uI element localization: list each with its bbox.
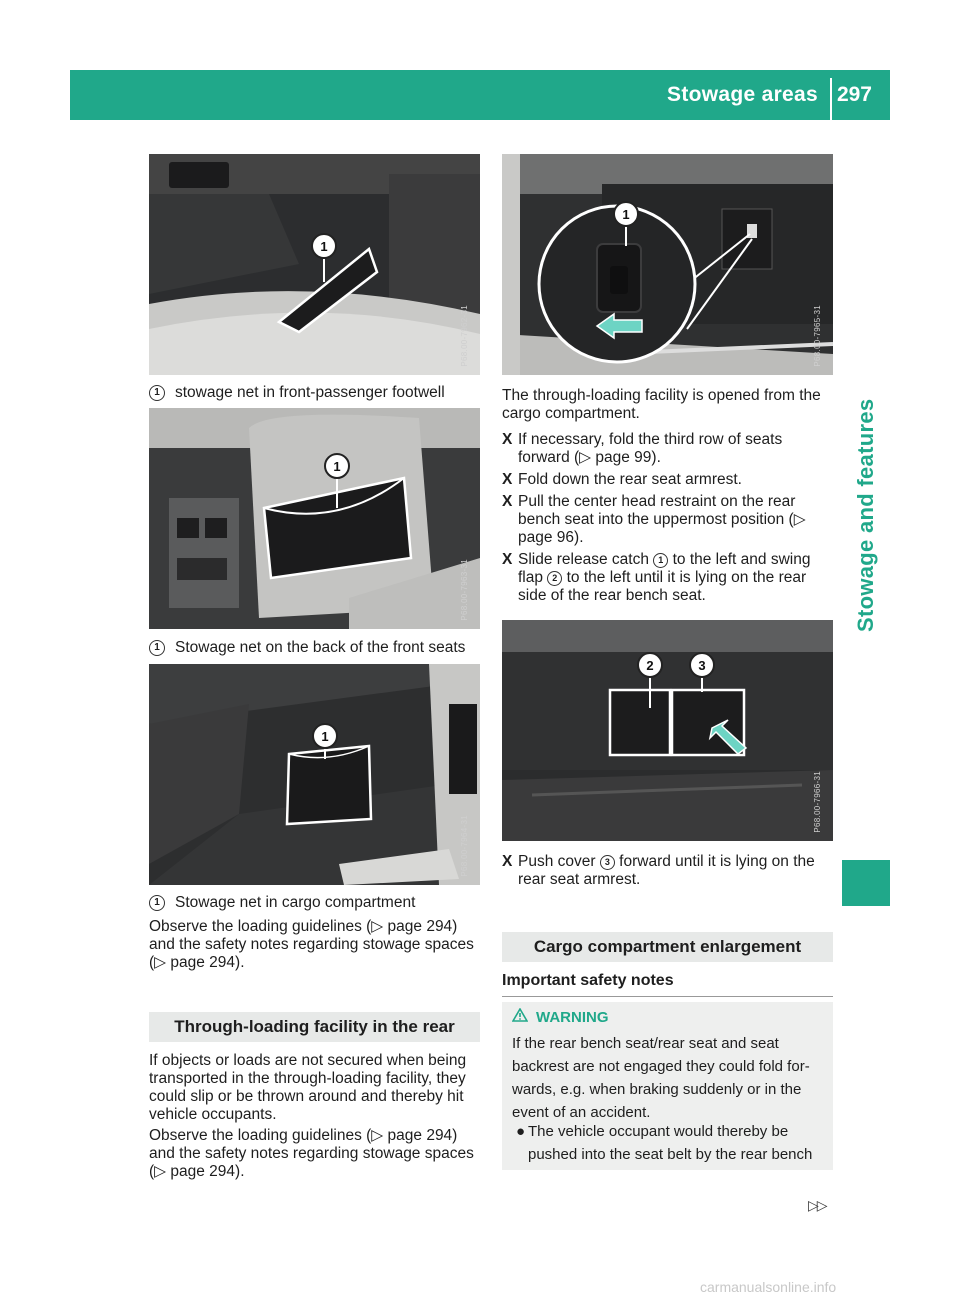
- page-number: 297: [836, 83, 872, 106]
- warning-bullet: [512, 1120, 830, 1166]
- caption-text: Stowage net in cargo compartment: [175, 894, 416, 911]
- watermark: carmanualsonline.info: [700, 1279, 837, 1295]
- image-code: P68.00-7966-31: [813, 771, 822, 833]
- image-code: P68.00-7962-31: [460, 305, 469, 367]
- section-cargo-enlargement: Cargo compartment enlargement: [502, 932, 833, 962]
- caption-text: stowage net in front-passenger footwell: [175, 384, 445, 401]
- callout-2: 2: [646, 658, 654, 673]
- loading-guidelines-note-1: Observe the loading guidelines (▷ page 294) and the safety notes regarding stowage spaces (▷ page 294).: [149, 918, 474, 971]
- warning-title: WARNING: [536, 1009, 609, 1026]
- step-item: [502, 471, 833, 489]
- step-text: Pull the center head restraint on the rear bench seat into the uppermost position (▷ page 96).: [518, 493, 806, 546]
- image-code: P68.00-7965-31: [813, 305, 822, 367]
- image-code: P68.00-7964-31: [460, 815, 469, 877]
- caption-1: [149, 384, 506, 402]
- photo-front-seat-back: [149, 408, 480, 629]
- warning-body: If the rear bench seat/rear seat and seat backrest are not engaged they could fold for-wards, e.g. when braking suddenly or in the event of an accident.: [512, 1035, 810, 1121]
- photo-release-catch: [502, 154, 833, 375]
- step-marker: X: [502, 853, 513, 870]
- loading-guidelines-note-2: Observe the loading guidelines (▷ page 294) and the safety notes regarding stowage spaces (▷ page 294).: [149, 1127, 474, 1180]
- caption-number: 1: [149, 640, 165, 656]
- header-title: Stowage areas: [667, 83, 818, 106]
- warning-bullet-text: The vehicle occupant would thereby be pushed into the seat belt by the rear bench: [528, 1123, 813, 1163]
- callout-1: 1: [320, 239, 328, 254]
- step-marker: X: [502, 431, 513, 448]
- caption-3: [149, 894, 506, 912]
- page-header: [70, 70, 890, 120]
- callout-ref-3: 3: [600, 855, 615, 870]
- step-item: [502, 493, 833, 547]
- warning-triangle-icon: [512, 1008, 528, 1022]
- photo-cover-and-flap: [502, 620, 833, 841]
- caption-text: Stowage net on the back of the front seats: [175, 639, 466, 656]
- callout-1: 1: [321, 729, 329, 744]
- step-marker: X: [502, 551, 513, 568]
- step-marker: X: [502, 493, 513, 510]
- bullet-icon: ●: [516, 1123, 526, 1140]
- step-text-c: to the left until it is lying on the rear side of the rear bench seat.: [518, 569, 807, 604]
- continue-arrow-icon: ▷▷: [808, 1197, 826, 1213]
- step-text-b: forward until it is lying on the rear seat armrest.: [518, 853, 815, 888]
- photo-front-passenger-footwell: [149, 154, 480, 375]
- side-tab-marker: [842, 860, 890, 906]
- caption-number: 1: [149, 895, 165, 911]
- step-text-a: Push cover: [518, 853, 596, 870]
- subheading-safety-notes: Important safety notes: [502, 972, 674, 989]
- step-text-b: to the left and swing flap: [518, 551, 811, 586]
- step-text: Fold down the rear seat armrest.: [518, 471, 742, 488]
- caption-2: [149, 639, 506, 657]
- through-loading-steps: [502, 431, 833, 609]
- warning-heading: [512, 1008, 609, 1027]
- section-through-loading: Through-loading facility in the rear: [149, 1012, 480, 1042]
- image-code: P68.00-7963-31: [460, 559, 469, 621]
- step-text: If necessary, fold the third row of seats forward (▷ page 99).: [518, 431, 783, 466]
- callout-3: 3: [698, 658, 706, 673]
- push-cover-step: [502, 853, 833, 893]
- step-item: [502, 551, 833, 605]
- callout-1: 1: [622, 207, 630, 222]
- photo-cargo-compartment-net: [149, 664, 480, 885]
- callout-ref-2: 2: [547, 571, 562, 586]
- callout-ref-1: 1: [653, 553, 668, 568]
- step-item: [502, 853, 833, 889]
- step-item: [502, 431, 833, 467]
- through-loading-paragraph: If objects or loads are not secured when being transported in the through-loading facility, they could slip or be thrown around and thereby hit vehicle occupants.: [149, 1052, 467, 1123]
- caption-number: 1: [149, 385, 165, 401]
- step-text-a: Slide release catch: [518, 551, 649, 568]
- warning-box: [502, 1002, 833, 1170]
- side-tab-label: Stowage and features: [853, 398, 878, 632]
- header-separator: [830, 78, 832, 120]
- step-marker: X: [502, 471, 513, 488]
- subheading-rule: [502, 996, 833, 997]
- callout-1: 1: [333, 459, 341, 474]
- through-loading-intro: The through-loading facility is opened from the cargo compartment.: [502, 387, 821, 422]
